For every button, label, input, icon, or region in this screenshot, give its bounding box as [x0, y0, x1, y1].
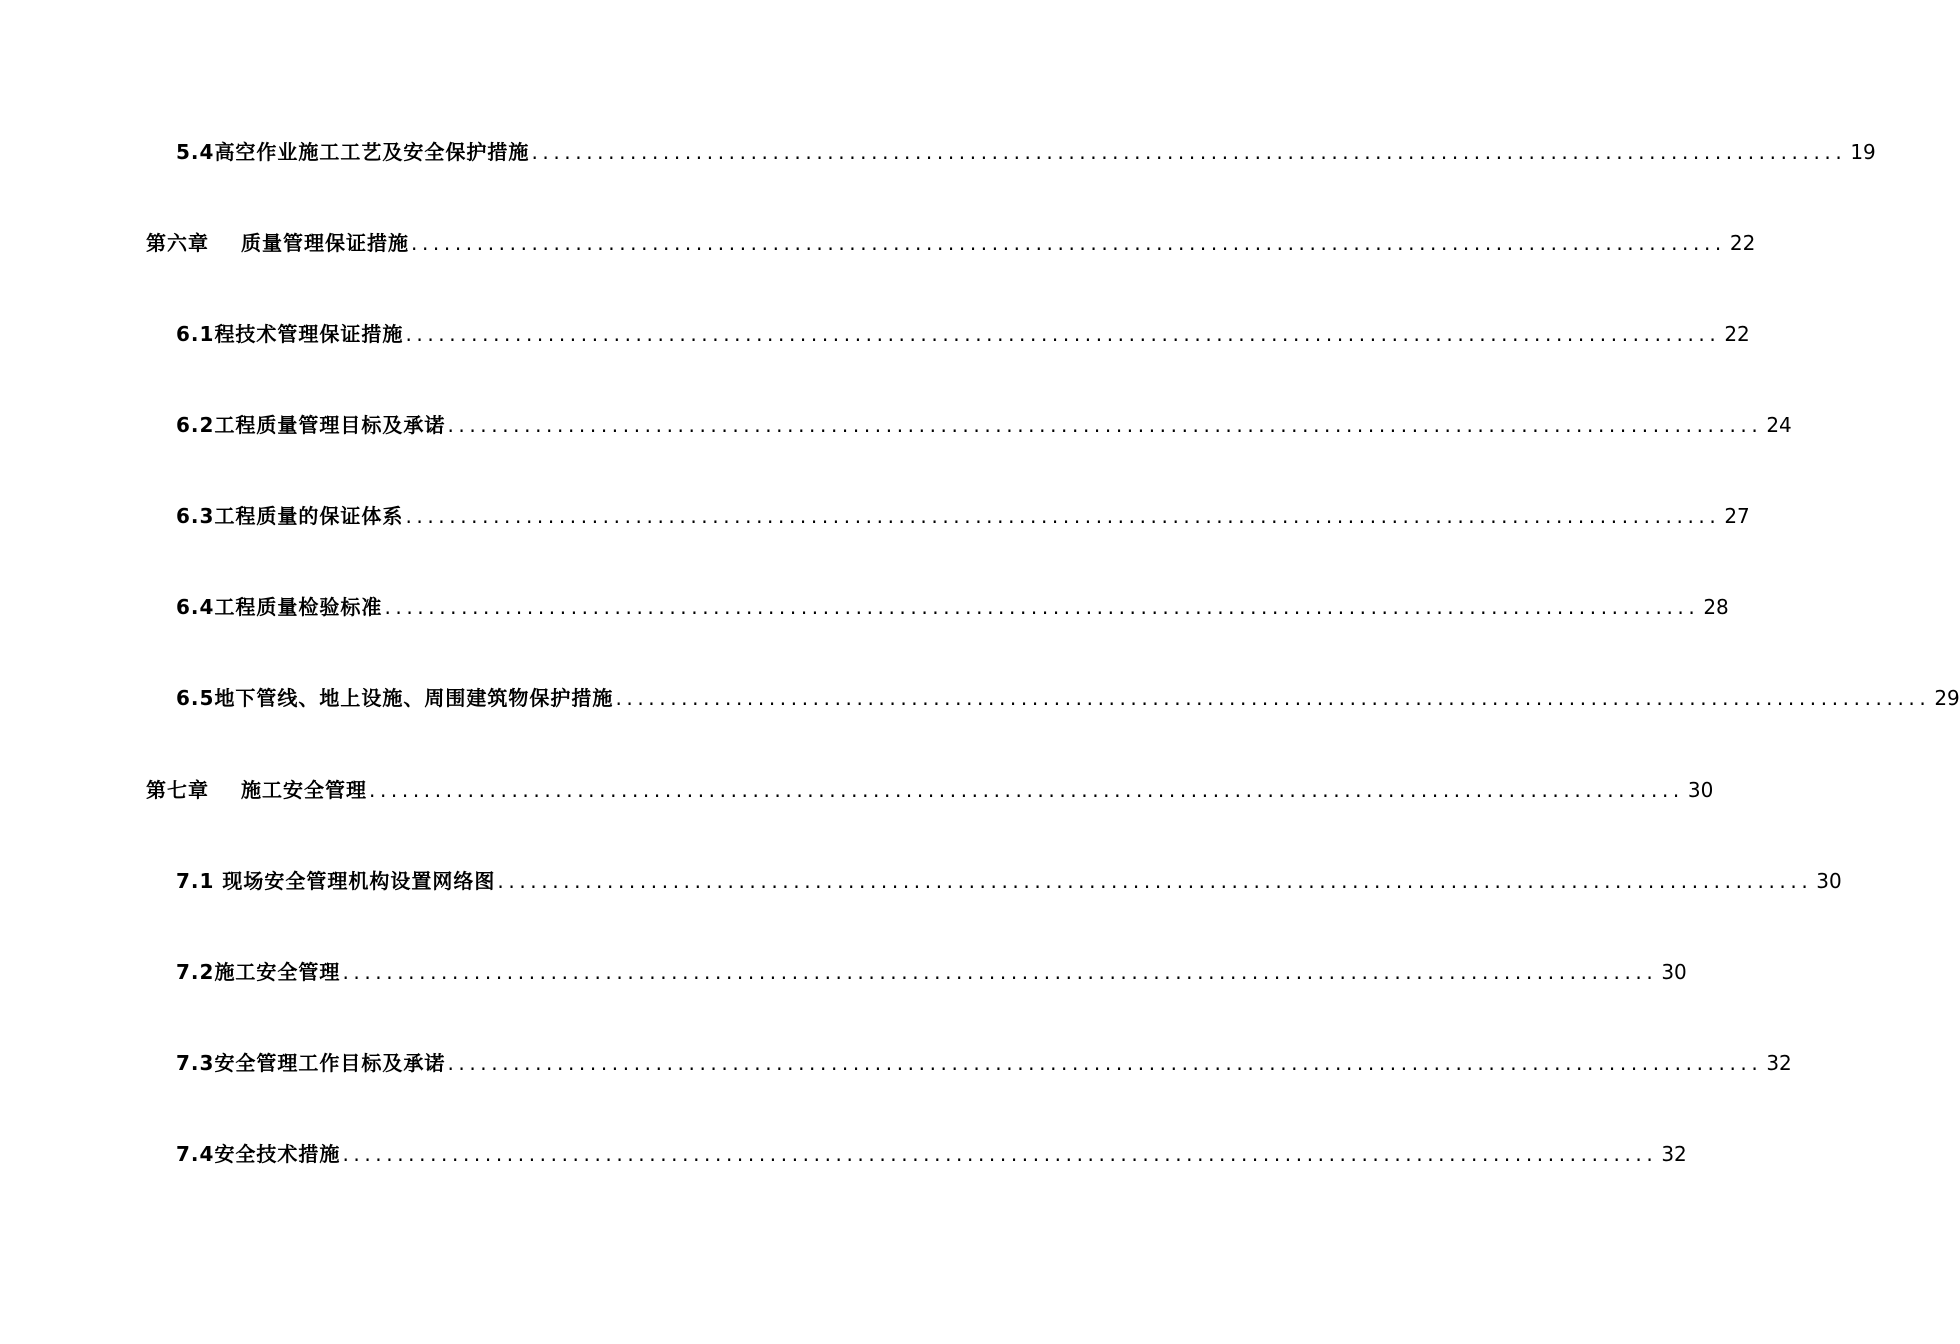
toc-entry-text — [176, 957, 340, 987]
toc-page-number: 22 — [1724, 322, 1750, 346]
toc-entry-6-5[interactable] — [176, 683, 1960, 713]
toc-page-number: 32 — [1766, 1051, 1792, 1075]
toc-entry-text — [176, 319, 403, 349]
toc-entry-text — [176, 1139, 340, 1169]
dot-leader: ........................................................................................................................ — [342, 1142, 1658, 1166]
toc-entry-text — [176, 1048, 445, 1078]
toc-entry-text — [176, 866, 495, 896]
toc-page-number: 30 — [1816, 869, 1842, 893]
toc-entry-title: 工程质量管理目标及承诺 — [214, 413, 446, 437]
toc-entry-7-1[interactable] — [176, 866, 1842, 896]
toc-entry-number: 6.4 — [176, 595, 215, 619]
toc-entry-5-4[interactable] — [176, 137, 1876, 167]
toc-entry-number: 第六章 — [146, 231, 209, 255]
toc-entry-number: 第七章 — [146, 778, 209, 802]
toc-entry-number: 6.3 — [176, 504, 215, 528]
toc-entry-title: 地下管线、地上设施、周围建筑物保护措施 — [214, 686, 614, 710]
dot-leader: ........................................................................................................................ — [384, 595, 1700, 619]
toc-entry-title: 施工安全管理 — [214, 960, 341, 984]
toc-page-number: 24 — [1766, 413, 1792, 437]
dot-leader: ........................................................................................................................ — [531, 140, 1847, 164]
toc-entry-title: 质量管理保证措施 — [241, 231, 409, 255]
dot-leader: ........................................................................................................................ — [342, 960, 1658, 984]
toc-entry-title: 安全技术措施 — [214, 1142, 341, 1166]
dot-leader: ........................................................................................................................ — [405, 504, 1721, 528]
toc-entry-text — [146, 775, 367, 805]
toc-entry-number: 7.4 — [176, 1142, 215, 1166]
toc-entry-text — [176, 410, 445, 440]
toc-entry-text — [176, 501, 403, 531]
toc-entry-6-3[interactable] — [176, 501, 1750, 531]
toc-page-number: 22 — [1729, 231, 1756, 255]
toc-entry-title: 安全管理工作目标及承诺 — [214, 1051, 446, 1075]
toc-entry-text — [176, 683, 613, 713]
toc-entry-7-3[interactable] — [176, 1048, 1792, 1078]
toc-entry-7-2[interactable] — [176, 957, 1687, 987]
toc-entry-7-4[interactable] — [176, 1139, 1687, 1169]
dot-leader: ........................................................................................................................ — [447, 413, 1763, 437]
toc-page-number: 28 — [1703, 595, 1729, 619]
toc-entry-text — [176, 137, 529, 167]
toc-page-number: 29 — [1934, 686, 1960, 710]
toc-entry-title: 工程质量检验标准 — [214, 595, 383, 619]
toc-page-number: 19 — [1850, 140, 1876, 164]
toc-entry-number: 7.3 — [176, 1051, 215, 1075]
toc-entry-number: 7.1 — [176, 869, 215, 893]
dot-leader: ........................................................................................................................ — [369, 778, 1684, 802]
toc-entry-title: 高空作业施工工艺及安全保护措施 — [214, 140, 530, 164]
toc-entry-title: 程技术管理保证措施 — [214, 322, 404, 346]
toc-entry-number: 7.2 — [176, 960, 215, 984]
dot-leader: ........................................................................................................................ — [405, 322, 1721, 346]
toc-page-number: 30 — [1661, 960, 1687, 984]
toc-page-number: 30 — [1687, 778, 1714, 802]
toc-entry-chapter-6[interactable] — [146, 228, 1756, 258]
toc-entry-title: 施工安全管理 — [241, 778, 367, 802]
toc-entry-6-4[interactable] — [176, 592, 1729, 622]
toc-entry-title: 现场安全管理机构设置网络图 — [214, 869, 496, 893]
dot-leader: ........................................................................................................................ — [615, 686, 1931, 710]
toc-entry-6-2[interactable] — [176, 410, 1792, 440]
toc-entry-text — [146, 228, 409, 258]
dot-leader: ........................................................................................................................ — [497, 869, 1813, 893]
toc-entry-title: 工程质量的保证体系 — [214, 504, 404, 528]
toc-entry-number: 6.2 — [176, 413, 215, 437]
toc-entry-6-1[interactable] — [176, 319, 1750, 349]
toc-entry-number: 6.1 — [176, 322, 215, 346]
toc-entry-number: 5.4 — [176, 140, 215, 164]
toc-entry-chapter-7[interactable] — [146, 775, 1714, 805]
toc-entry-text — [176, 592, 382, 622]
dot-leader: ........................................................................................................................ — [411, 231, 1726, 255]
dot-leader: ........................................................................................................................ — [447, 1051, 1763, 1075]
toc-page-number: 27 — [1724, 504, 1750, 528]
toc-page-number: 32 — [1661, 1142, 1687, 1166]
toc-entry-number: 6.5 — [176, 686, 215, 710]
